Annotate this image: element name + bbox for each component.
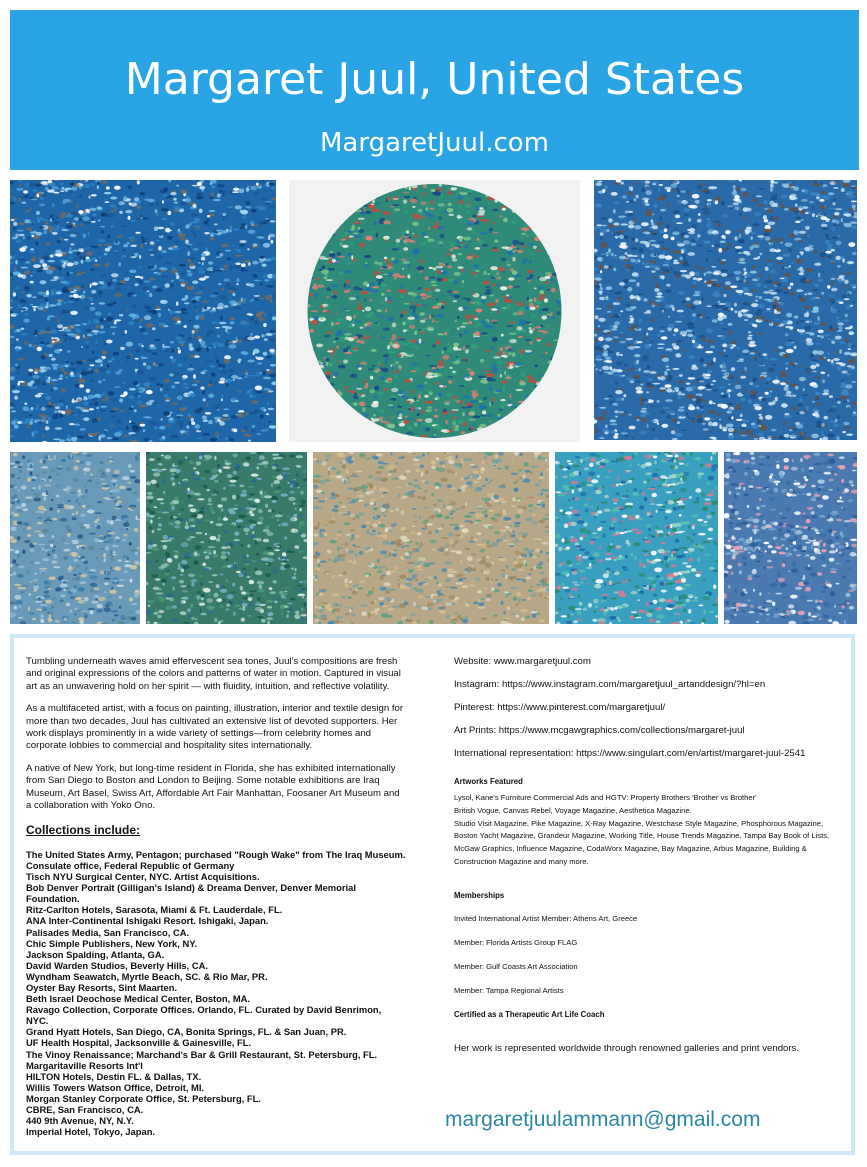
artwork-image (555, 452, 718, 624)
artwork-image (10, 180, 276, 442)
collection-item: Jackson Spalding, Atlanta, GA. (26, 948, 165, 960)
membership-item: Member: Florida Artists Group FLAG (454, 937, 578, 947)
website-title: MargaretJuul.com (320, 128, 549, 158)
collection-item: Ravago Collection, Corporate Offices. Orlando, FL. Curated by David Benrimon, NYC. (26, 1004, 382, 1027)
collection-item: Grand Hyatt Hotels, San Diego, CA, Bonita Springs, FL. & San Juan, PR. (26, 1026, 347, 1038)
collection-item: Palisades Media, San Francisco, CA. (26, 926, 190, 938)
collection-item: Wyndham Seawatch, Myrtle Beach, SC. & Rio Mar, PR. (26, 970, 268, 982)
contact-email[interactable]: margaretjuulammann@gmail.com (445, 1108, 761, 1131)
bio-column (26, 656, 406, 1137)
artwork-image (146, 452, 307, 624)
artwork-image (313, 452, 549, 624)
membership-item: Member: Gulf Coasts Art Association (454, 961, 578, 971)
collection-item: Morgan Stanley Corporate Office, St. Petersburg, FL. (26, 1092, 261, 1104)
pinterest-link[interactable]: Pinterest: https://www.pinterest.com/margaretjuul/ (454, 702, 666, 713)
collections-heading: Collections include: (26, 823, 141, 838)
international-representation-link[interactable]: International representation: https://www.singulart.com/en/artist/margaret-juul-2541 (454, 748, 806, 759)
collections-list (26, 849, 406, 1137)
collection-item: UF Health Hospital, Jacksonville & Gainesville, FL. (26, 1037, 252, 1049)
certification: Certified as a Therapeutic Art Life Coach (454, 1009, 605, 1019)
membership-item: Invited International Artist Member: Athens Art, Greece (454, 913, 638, 923)
artwork-image (724, 452, 857, 624)
header-banner (10, 10, 859, 170)
collection-item: ANA Inter-Continental Ishigaki Resort. Ishigaki, Japan. (26, 915, 269, 927)
collection-item: Consulate office, Federal Republic of Germany (26, 859, 235, 871)
artwork-image (594, 180, 857, 440)
featured-line: Studio Visit Magazine, Pike Magazine, X-Ray Magazine, Westchase Style Magazine, Phosphorous Magazine, Boston Yacht Magazine, Grandeur Magazine, Working Title, House Trends Magazine, Tampa Bay Book of Lists, McGaw Graphics, Influence Magazine, CodaWorx Magazine, Bay Magazine, Arbus Magazine, Building & Construction Magazine and many more. (454, 818, 830, 866)
collection-item: Margaritaville Resorts Int'l (26, 1059, 143, 1071)
membership-item: Member: Tampa Regional Artists (454, 985, 564, 995)
collection-item: HILTON Hotels, Destin FL. & Dallas, TX. (26, 1070, 202, 1082)
collection-item: Willis Towers Watson Office, Detroit, MI. (26, 1081, 205, 1093)
collection-item: Bob Denver Portrait (Gilligan's Island) & Dreama Denver, Denver Memorial Foundation. (26, 882, 356, 905)
collection-item: David Warden Studios, Beverly Hills, CA. (26, 959, 208, 971)
closing-statement: Her work is represented worldwide through renowned galleries and print vendors. (454, 1042, 800, 1054)
collection-item: Oyster Bay Resorts, Sint Maarten. (26, 982, 178, 993)
collection-item: 440 9th Avenue, NY, N.Y. (26, 1115, 134, 1127)
collection-item: Beth Israel Deochose Medical Center, Boston, MA. (26, 993, 251, 1005)
collection-item: Chic Simple Publishers, New York, NY. (26, 937, 198, 949)
artwork-image-round (289, 180, 580, 442)
bio-paragraph: A native of New York, but long-time resident in Florida, she has exhibited internationally from San Diego to Boston and London to Beijing. Some notable exhibitions are Iraq Museum, Art Basel, Swiss Art, Affordable Art Fair Manhattan, Foosaner Art Museum and a collaboration with Yoko Ono. (26, 762, 400, 812)
instagram-link[interactable]: Instagram: https://www.instagram.com/margaretjuul_artanddesign/?hl=en (454, 679, 766, 690)
bio-paragraph: Tumbling underneath waves amid effervescent sea tones, Juul's compositions are fresh and original expressions of the colors and patterns of water in motion. Captured in visual art as an unwavering hold on her spirit — with fluidity, intuition, and reflective volatility. (26, 656, 401, 692)
page-title: Margaret Juul, United States (124, 54, 745, 105)
website-link[interactable]: Website: www.margaretjuul.com (454, 656, 591, 667)
collection-item: Ritz-Carlton Hotels, Sarasota, Miami & Ft. Lauderdale, FL. (26, 904, 283, 916)
info-panel (10, 634, 855, 1155)
memberships-heading: Memberships (454, 890, 505, 900)
artwork-image (10, 452, 140, 624)
collection-item: The United States Army, Pentagon; purchased "Rough Wake" from The Iraq Museum. (26, 848, 406, 860)
collection-item: CBRE, San Francisco, CA. (26, 1104, 144, 1116)
art-prints-link[interactable]: Art Prints: https://www.mcgawgraphics.com/collections/margaret-juul (454, 725, 745, 736)
collection-item: Imperial Hotel, Tokyo, Japan. (26, 1126, 156, 1138)
featured-heading: Artworks Featured (454, 777, 523, 786)
featured-line: Lysol, Kane's Furniture Commercial Ads and HGTV: Property Brothers 'Brother vs Brother' (454, 793, 757, 802)
collection-item: Tisch NYU Surgical Center, NYC. Artist Acquisitions. (26, 871, 260, 883)
featured-line: British Vogue, Canvas Rebel, Voyage Magazine, Aesthetica Magazine. (454, 805, 692, 815)
bio-paragraph: As a multifaceted artist, with a focus on painting, illustration, interior and textile design for more than two decades, Juul has cultivated an extensive list of devoted supporters. Her work displays prominently in a wide variety of settings—from celebrity homes and corporate lobbies to commercial and hospitality sites internationally. (26, 703, 404, 752)
collection-item: The Vinoy Renaissance; Marchand's Bar & Grill Restaurant, St. Petersburg, FL. (26, 1048, 378, 1060)
links-column (454, 656, 844, 1054)
